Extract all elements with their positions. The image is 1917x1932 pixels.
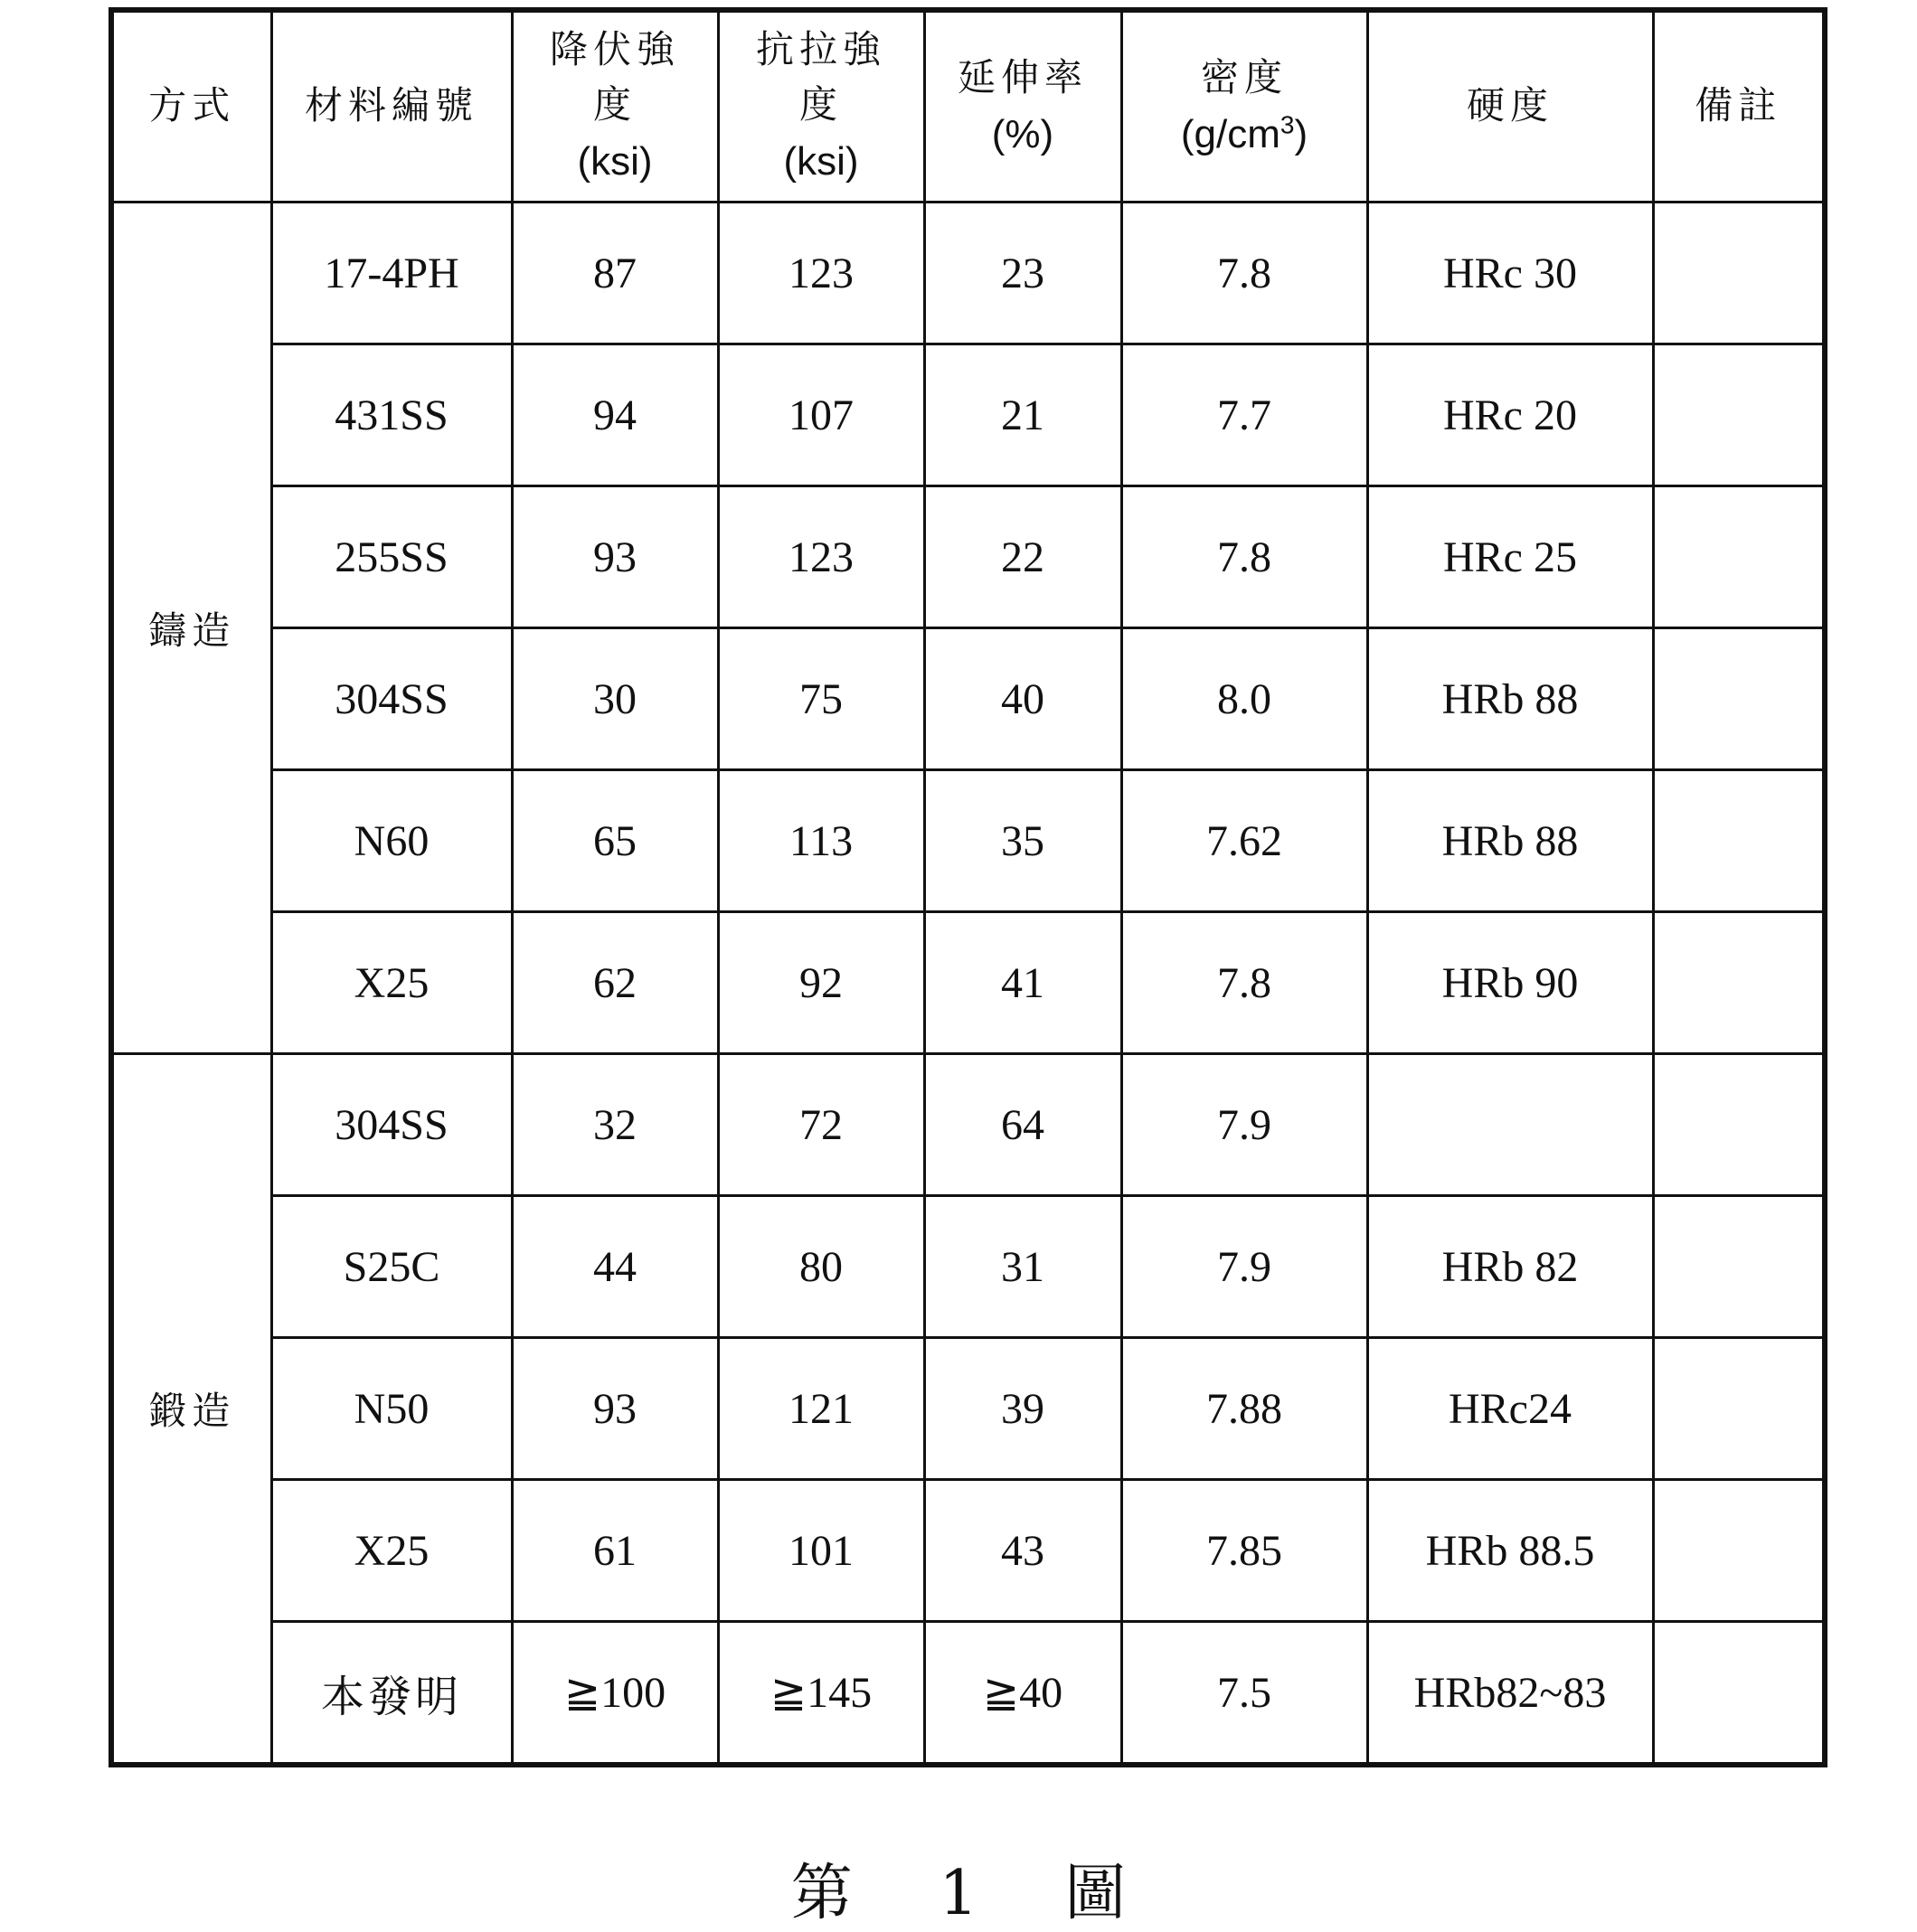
header-yield-unit: (ksi) <box>577 138 653 184</box>
density-cell: 7.62 <box>1121 770 1367 912</box>
table-row <box>111 344 1825 486</box>
yield-cell: 65 <box>512 770 718 912</box>
table-row <box>111 912 1825 1054</box>
density-cell: 7.85 <box>1121 1480 1367 1622</box>
tensile-cell: 92 <box>718 912 924 1054</box>
yield-cell: 61 <box>512 1480 718 1622</box>
remarks-cell <box>1653 1338 1825 1480</box>
header-hardness <box>1367 10 1653 203</box>
caption-number: 1 <box>939 1858 978 1929</box>
table-row <box>111 1196 1825 1338</box>
remarks-cell <box>1653 1054 1825 1196</box>
hardness-cell: HRc 30 <box>1367 203 1653 344</box>
elongation-cell: ≧40 <box>924 1622 1121 1766</box>
density-cell: 7.5 <box>1121 1622 1367 1766</box>
tensile-cell: 72 <box>718 1054 924 1196</box>
elongation-cell: 31 <box>924 1196 1121 1338</box>
material-cell: N60 <box>271 770 512 912</box>
header-row <box>111 10 1825 203</box>
elongation-cell: 22 <box>924 486 1121 628</box>
tensile-cell: 113 <box>718 770 924 912</box>
remarks-cell <box>1653 344 1825 486</box>
table-row <box>111 770 1825 912</box>
hardness-cell: HRc24 <box>1367 1338 1653 1480</box>
header-yield-label: 降伏強度 <box>549 27 680 127</box>
remarks-cell <box>1653 770 1825 912</box>
elongation-cell: 23 <box>924 203 1121 344</box>
table-row <box>111 486 1825 628</box>
table-row <box>111 1054 1825 1196</box>
density-cell: 7.8 <box>1121 912 1367 1054</box>
hardness-cell <box>1367 1054 1653 1196</box>
header-yield-strength <box>512 10 718 203</box>
header-remarks-label: 備註 <box>1695 83 1782 128</box>
yield-cell: 93 <box>512 1338 718 1480</box>
tensile-cell: 121 <box>718 1338 924 1480</box>
remarks-cell <box>1653 1622 1825 1766</box>
hardness-cell: HRb 90 <box>1367 912 1653 1054</box>
elongation-cell: 21 <box>924 344 1121 486</box>
density-cell: 7.8 <box>1121 486 1367 628</box>
remarks-cell <box>1653 912 1825 1054</box>
elongation-cell: 40 <box>924 628 1121 770</box>
material-cell: X25 <box>271 912 512 1054</box>
header-density-unit-exp: 3 <box>1280 109 1295 138</box>
header-density-unit: (g/cm <box>1180 111 1280 156</box>
density-cell: 8.0 <box>1121 628 1367 770</box>
tensile-cell: 75 <box>718 628 924 770</box>
table-row <box>111 203 1825 344</box>
elongation-cell: 41 <box>924 912 1121 1054</box>
elongation-cell: 39 <box>924 1338 1121 1480</box>
header-method <box>111 10 271 203</box>
header-density-unit-close: ) <box>1294 111 1308 156</box>
density-cell: 7.88 <box>1121 1338 1367 1480</box>
yield-cell: 87 <box>512 203 718 344</box>
remarks-cell <box>1653 628 1825 770</box>
material-cell: 17-4PH <box>271 203 512 344</box>
material-cell: X25 <box>271 1480 512 1622</box>
remarks-cell <box>1653 1480 1825 1622</box>
remarks-cell <box>1653 203 1825 344</box>
tensile-cell: ≧145 <box>718 1622 924 1766</box>
header-density <box>1121 10 1367 203</box>
figure-caption <box>0 1844 1917 1932</box>
header-density-label: 密度 <box>1200 54 1288 99</box>
yield-cell: ≧100 <box>512 1622 718 1766</box>
hardness-cell: HRc 20 <box>1367 344 1653 486</box>
density-cell: 7.9 <box>1121 1196 1367 1338</box>
header-tensile-label: 抗拉強度 <box>755 27 886 127</box>
density-cell: 7.8 <box>1121 203 1367 344</box>
density-cell: 7.9 <box>1121 1054 1367 1196</box>
hardness-cell: HRb 88 <box>1367 770 1653 912</box>
header-method-label: 方式 <box>148 83 236 128</box>
tensile-cell: 123 <box>718 486 924 628</box>
method-cell-forging: 鍛造 <box>111 1054 271 1766</box>
material-cell: 304SS <box>271 1054 512 1196</box>
yield-cell: 62 <box>512 912 718 1054</box>
hardness-cell: HRc 25 <box>1367 486 1653 628</box>
table-row-invention <box>111 1622 1825 1766</box>
yield-cell: 93 <box>512 486 718 628</box>
hardness-cell: HRb 88.5 <box>1367 1480 1653 1622</box>
method-cell-casting: 鑄造 <box>111 203 271 1054</box>
yield-cell: 30 <box>512 628 718 770</box>
header-density-unit-wrap <box>1123 106 1366 164</box>
tensile-cell: 101 <box>718 1480 924 1622</box>
caption-prefix: 第 <box>790 1858 853 1929</box>
elongation-cell: 64 <box>924 1054 1121 1196</box>
material-cell: 304SS <box>271 628 512 770</box>
header-elongation-label: 延伸率 <box>957 54 1088 99</box>
table-row <box>111 1338 1825 1480</box>
header-remarks <box>1653 10 1825 203</box>
remarks-cell <box>1653 486 1825 628</box>
material-cell: 431SS <box>271 344 512 486</box>
header-material-label: 材料編號 <box>304 83 478 128</box>
hardness-cell: HRb 82 <box>1367 1196 1653 1338</box>
caption-suffix: 圖 <box>1064 1858 1127 1929</box>
tensile-cell: 123 <box>718 203 924 344</box>
material-cell: S25C <box>271 1196 512 1338</box>
header-hardness-label: 硬度 <box>1466 83 1553 128</box>
yield-cell: 94 <box>512 344 718 486</box>
hardness-cell: HRb82~83 <box>1367 1622 1653 1766</box>
tensile-cell: 107 <box>718 344 924 486</box>
material-cell: N50 <box>271 1338 512 1480</box>
material-properties-table <box>109 7 1827 1767</box>
elongation-cell: 43 <box>924 1480 1121 1622</box>
yield-cell: 32 <box>512 1054 718 1196</box>
tensile-cell: 80 <box>718 1196 924 1338</box>
material-cell: 255SS <box>271 486 512 628</box>
header-material <box>271 10 512 203</box>
density-cell: 7.7 <box>1121 344 1367 486</box>
material-cell: 本發明 <box>271 1622 512 1766</box>
header-tensile-strength <box>718 10 924 203</box>
table-row <box>111 1480 1825 1622</box>
remarks-cell <box>1653 1196 1825 1338</box>
header-tensile-unit: (ksi) <box>783 138 859 184</box>
yield-cell: 44 <box>512 1196 718 1338</box>
elongation-cell: 35 <box>924 770 1121 912</box>
hardness-cell: HRb 88 <box>1367 628 1653 770</box>
table-row <box>111 628 1825 770</box>
header-elongation-unit: (%) <box>991 111 1054 156</box>
header-elongation <box>924 10 1121 203</box>
